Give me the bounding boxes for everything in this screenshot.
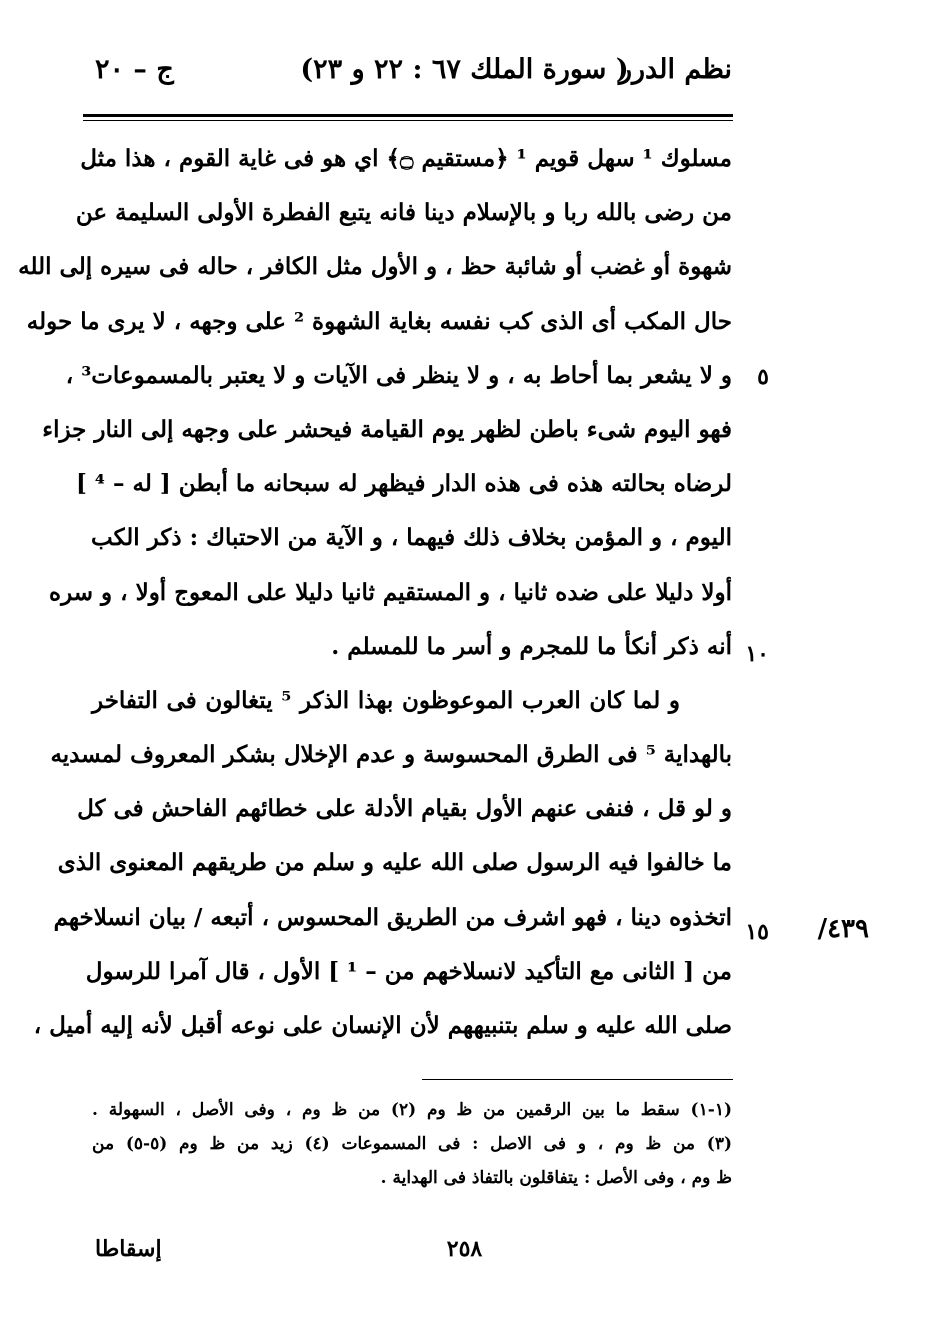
text-line: أولا دليلا على ضده ثانيا ، و المستقيم ثانيا دليلا على المعوج أولا ، و سره: [49, 578, 732, 606]
text-line: و لا يشعر بما أحاط به ، و لا ينظر فى الآيات و لا يعتبر بالمسموعات³ ،: [65, 361, 732, 389]
line-number-15: ١٥: [745, 919, 769, 945]
footnote-line: (٣) من ظ وم ، و فى الاصل : فى المسموعات (٤) زيد من ظ وم (٥-٥) من: [92, 1134, 732, 1154]
text-line: فهو اليوم شىء باطن لظهر يوم القيامة فيحشر على وجهه إلى النار جزاء: [42, 415, 732, 443]
footnote-line: ظ وم ، وفى الأصل : يتفاقلون بالتفاذ فى الهداية .: [380, 1168, 732, 1188]
catchword: إسقاطا: [95, 1236, 162, 1262]
text-line: لرضاه بحالته هذه فى هذه الدار فيظهر له سبحانه ما أبطن [ له – ⁴ ]: [76, 470, 732, 498]
footnote-rule: [422, 1079, 733, 1080]
text-line: شهوة أو غضب أو شائبة حظ ، و الأول مثل الكافر ، حاله فى سيره إلى الله: [18, 253, 732, 281]
header-rule-thin: [83, 120, 733, 121]
header-rule-thick: [83, 114, 733, 117]
text-line: من رضى بالله ربا و بالإسلام دينا فانه يتبع الفطرة الأولى السليمة عن: [75, 199, 732, 227]
running-head-title: نظم الدرر: [618, 54, 732, 85]
text-line: مسلوك ¹ سهل قويم ¹ ﴿مستقيم ۝﴾ اي هو فى غاية القوم ، هذا مثل: [80, 145, 732, 172]
text-line: و لو قل ، فنفى عنهم الأول بقيام الأدلة على خطائهم الفاحش فى كل: [77, 795, 732, 823]
line-number-5: ٥: [757, 364, 769, 390]
text-line: من [ الثانى مع التأكيد لانسلاخهم من – ¹ ] الأول ، قال آمرا للرسول: [85, 957, 732, 985]
text-line: و لما كان العرب الموعوظون بهذا الذكر ⁵ يتغالون فى التفاخر: [92, 686, 680, 714]
text-line: حال المكب أى الذى كب نفسه بغاية الشهوة ² على وجهه ، لا يرى ما حوله: [26, 307, 732, 335]
text-line: ما خالفوا فيه الرسول صلى الله عليه و سلم من طريقهم المعنوى الذى: [57, 849, 732, 877]
running-head-surah: ( سورة الملك ٦٧ : ٢٢ و ٢٣): [300, 54, 629, 85]
footnote-line: (١-١) سقط ما بين الرقمين من ظ وم (٢) من ظ وم ، وفى الأصل ، السهولة .: [92, 1100, 732, 1120]
footnotes: [92, 1093, 732, 1195]
text-line: اتخذوه دينا ، فهو اشرف من الطريق المحسوس ، أتبعه / بيان انسلاخهم: [53, 903, 732, 931]
running-head-volume: ج – ٢٠: [95, 54, 174, 85]
main-text: [18, 132, 732, 1053]
text-line: صلى الله عليه و سلم بتنبيههم لأن الإنسان على نوعه أقبل لأنه إليه أميل ،: [33, 1012, 732, 1039]
line-number-10: ١٠: [745, 641, 769, 667]
text-line: بالهداية ⁵ فى الطرق المحسوسة و عدم الإخلال بشكر المعروف لمسديه: [50, 741, 732, 769]
page-number: ٢٥٨: [446, 1236, 483, 1262]
manuscript-folio-marker: ٤٣٩/: [817, 914, 869, 944]
text-line: أنه ذكر أنكأ ما للمجرم و أسر ما للمسلم .: [331, 632, 732, 660]
text-line: اليوم ، و المؤمن بخلاف ذلك فيهما ، و الآية من الاحتباك : ذكر الكب: [90, 524, 732, 552]
